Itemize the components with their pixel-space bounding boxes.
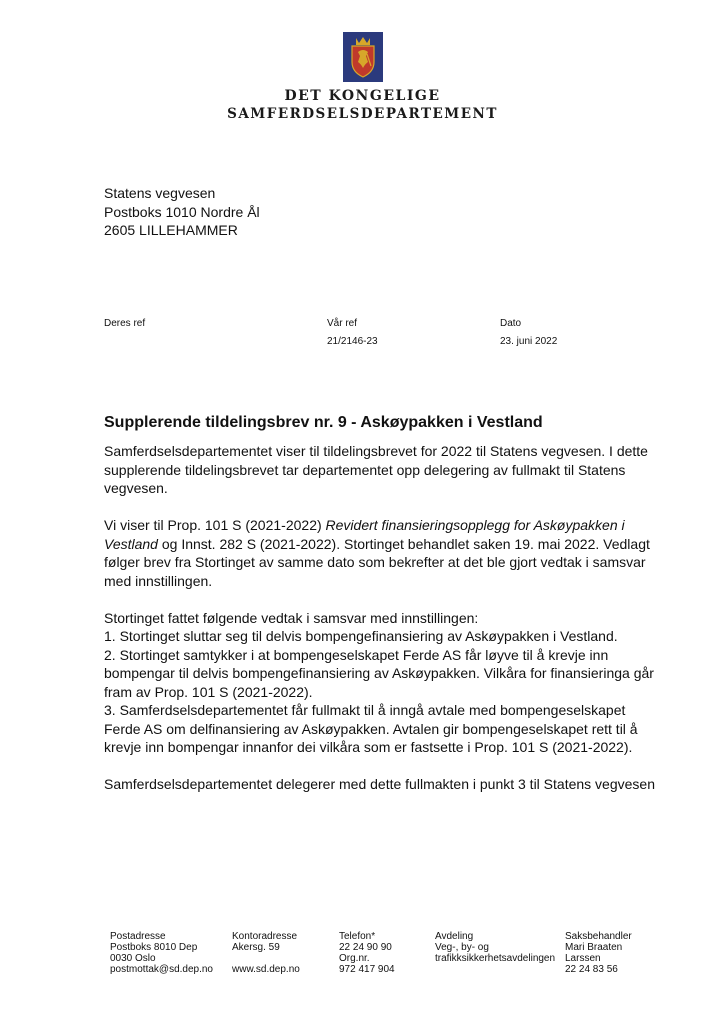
footer-email: postmottak@sd.dep.no: [110, 964, 213, 975]
footer-avdeling-line: trafikksikkerhetsavdelingen: [435, 953, 556, 964]
recipient-postcode-city: 2605 LILLEHAMMER: [104, 222, 238, 238]
department-name-line1: DET KONGELIGE: [284, 88, 441, 104]
footer-postadresse-line: Postboks 8010 Dep: [110, 942, 198, 953]
footer-kontoradresse-label: Kontoradresse: [232, 931, 298, 942]
footer-avdeling: [435, 931, 555, 964]
footer-avdeling-label: Avdeling: [435, 931, 474, 942]
vedtak-item-3: 3. Samferdselsdepartementet får fullmakt til å inngå avtale med bompengeselskapet Ferde AS om delfinansiering av Askøypakken. Avtalen gir bompengeselskapet rett til å krevje inn bompengar innanfor dei vilkåra som er fastsette i Prop. 101 S (2021-2022).: [104, 702, 638, 755]
dato: [500, 318, 557, 347]
body-paragraph-2-italic: Revidert finansieringsopplegg for Askøypakken i Vestland: [104, 517, 625, 552]
footer-saksbehandler-phone: 22 24 83 56: [565, 964, 618, 975]
department-name-line2: SAMFERDSELSDEPARTEMENT: [227, 106, 498, 122]
letter-subject: Supplerende tildelingsbrev nr. 9 - Askøypakken i Vestland: [104, 414, 543, 431]
footer-kontoradresse-line: Akersg. 59: [232, 942, 280, 953]
footer-orgnr-value: 972 417 904: [339, 964, 395, 975]
body-paragraph-1: Samferdselsdepartementet viser til tildelingsbrevet for 2022 til Statens vegvesen. I dette supplerende tildelingsbrevet tar departementet opp delegering av fullmakt til Statens vegvesen.: [104, 443, 648, 496]
body-paragraph-2-pre: Vi viser til Prop. 101 S (2021-2022): [104, 517, 326, 533]
letterhead: [0, 32, 725, 122]
reference-block: [104, 318, 624, 358]
var-ref: [327, 318, 378, 347]
vedtak-item-1: 1. Stortinget sluttar seg til delvis bompengefinansiering av Askøypakken i Vestland.: [104, 628, 618, 644]
body-paragraph-2-post: og Innst. 282 S (2021-2022). Stortinget behandlet saken 19. mai 2022. Vedlagt følger brev fra Stortinget av samme dato som bekrefter at det ble gjort vedtak i samsvar med innstillingen.: [104, 535, 650, 589]
royal-crest-icon: [343, 32, 383, 82]
footer-telefon: [339, 931, 395, 975]
dato-value: 23. juni 2022: [500, 336, 558, 347]
footer-kontoradresse: [232, 931, 300, 975]
letter-body: [104, 442, 664, 812]
vedtak-intro: Stortinget fattet følgende vedtak i samsvar med innstillingen:: [104, 609, 479, 626]
footer-saksbehandler-name: Larssen: [565, 953, 601, 964]
footer-orgnr-label: Org.nr.: [339, 953, 370, 964]
body-paragraph-2: [104, 516, 664, 590]
footer-saksbehandler-label: Saksbehandler: [565, 931, 632, 942]
body-paragraph-4: Samferdselsdepartementet delegerer med dette fullmakten i punkt 3 til Statens vegvesen: [104, 776, 655, 792]
var-ref-label: Vår ref: [327, 318, 358, 329]
recipient-address: [104, 184, 260, 240]
footer-saksbehandler-name: Mari Braaten: [565, 942, 623, 953]
deres-ref-label: Deres ref: [104, 318, 146, 329]
footer: [110, 931, 670, 979]
footer-postadresse-line: 0030 Oslo: [110, 953, 156, 964]
vedtak-item-2: 2. Stortinget samtykker i at bompengeselskapet Ferde AS får løyve til å krevje inn bompengar til delvis bompengefinansiering av Askøypakken. Vilkåra for finansieringa går fram av Prop. 101 S (2021-2022).: [104, 646, 654, 700]
footer-kontoradresse-line: [232, 953, 300, 964]
footer-website: www.sd.dep.no: [232, 964, 300, 975]
recipient-name: Statens vegvesen: [104, 185, 216, 201]
deres-ref: [104, 318, 145, 336]
recipient-postbox: Postboks 1010 Nordre Ål: [104, 203, 260, 220]
var-ref-value: 21/2146-23: [327, 336, 378, 347]
footer-telefon-label: Telefon*: [339, 931, 376, 942]
footer-postadresse-label: Postadresse: [110, 931, 166, 942]
footer-saksbehandler: [565, 931, 632, 975]
footer-telefon-value: 22 24 90 90: [339, 942, 392, 953]
footer-postadresse: [110, 931, 213, 975]
dato-label: Dato: [500, 318, 522, 329]
footer-avdeling-line: Veg-, by- og: [435, 942, 489, 953]
